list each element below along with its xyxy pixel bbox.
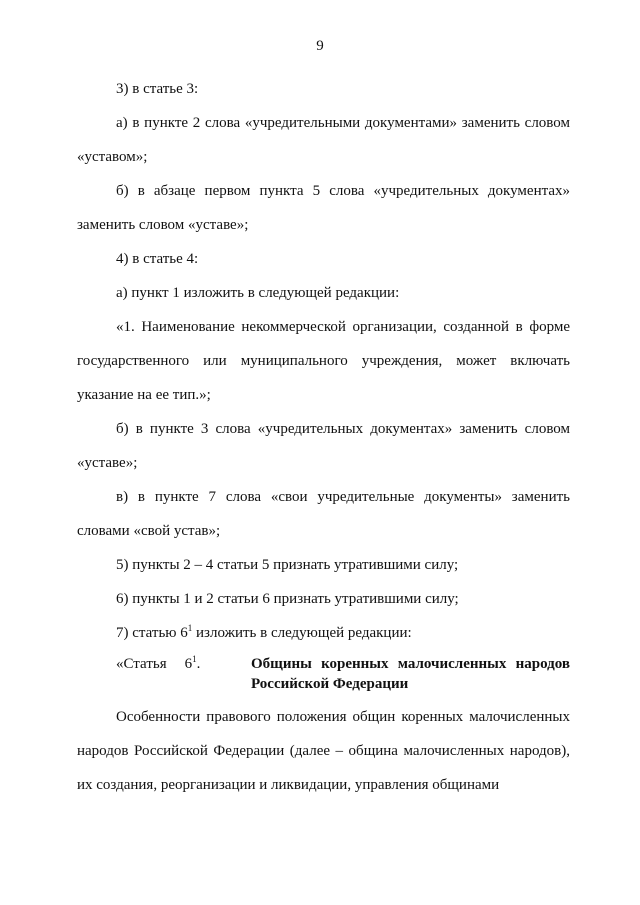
paragraph-item-3b: б) в абзаце первом пункта 5 слова «учредительных документах» заменить словом «уставе»; bbox=[77, 183, 570, 233]
article-number: 6 bbox=[184, 656, 193, 672]
paragraph-item-6: 6) пункты 1 и 2 статьи 6 признать утратившими силу; bbox=[116, 591, 459, 607]
paragraph-item-4: 4) в статье 4: bbox=[116, 251, 199, 267]
item7-suffix: изложить в следующей редакции: bbox=[192, 625, 412, 641]
article-number-dot: . bbox=[196, 656, 201, 672]
paragraph-item-3: 3) в статье 3: bbox=[116, 81, 199, 97]
article-heading bbox=[77, 654, 570, 694]
page-number: 9 bbox=[316, 38, 324, 54]
paragraph-item-3a: а) в пункте 2 слова «учредительными документами» заменить словом «уставом»; bbox=[77, 115, 570, 165]
article-number-superscript: 1 bbox=[192, 654, 197, 664]
article-label bbox=[116, 654, 251, 694]
item7-prefix: 7) статью 6 bbox=[116, 625, 188, 641]
paragraph-item-7 bbox=[77, 616, 570, 650]
paragraph-article-body: Особенности правового положения общин коренных малочисленных народов Российской Федерации (далее – община малочисленных народов), их создания, реорганизации и ликвидации, управления общинами bbox=[77, 709, 570, 793]
paragraph-item-4b: б) в пункте 3 слова «учредительных документах» заменить словом «уставе»; bbox=[77, 421, 570, 471]
article-label-word: «Статья bbox=[116, 656, 167, 672]
paragraph-item-4a: а) пункт 1 изложить в следующей редакции: bbox=[116, 285, 400, 301]
article-title: Общины коренных малочисленных народов Российской Федерации bbox=[251, 656, 570, 692]
paragraph-item-4c: в) в пункте 7 слова «свои учредительные документы» заменить словами «свой устав»; bbox=[77, 489, 570, 539]
document-body bbox=[77, 72, 570, 802]
paragraph-quote-point-1: «1. Наименование некоммерческой организации, созданной в форме государственного или муниципального учреждения, может включать указание на ее тип.»; bbox=[77, 319, 570, 403]
item7-superscript: 1 bbox=[187, 623, 193, 633]
paragraph-item-5: 5) пункты 2 – 4 статьи 5 признать утратившими силу; bbox=[116, 557, 459, 573]
